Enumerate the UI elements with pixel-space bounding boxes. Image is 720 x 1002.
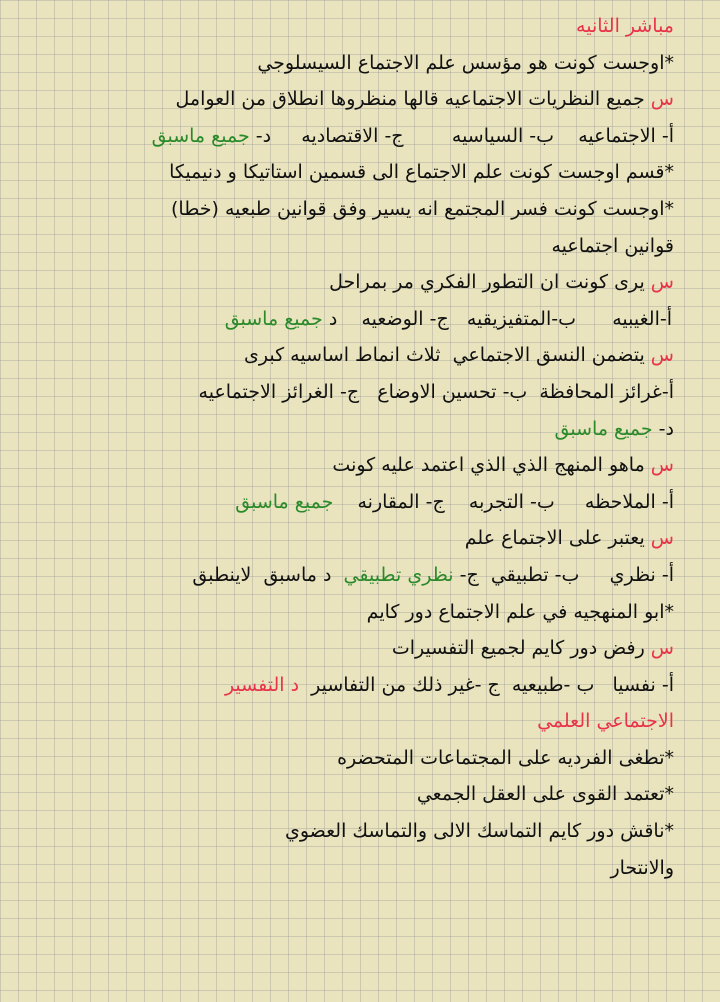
options-text: أ- نظري ب- تطبيقي ج- xyxy=(453,563,674,586)
answer-options xyxy=(20,411,674,448)
note-heading xyxy=(20,8,674,45)
note-line xyxy=(20,850,674,887)
note-line xyxy=(20,154,674,191)
note-text: *تطغى الفرديه على المجتماعات المتحضره xyxy=(337,746,674,769)
options-text: د ماسبق لاينطبق xyxy=(192,563,344,586)
correct-answer: جميع ماسبق xyxy=(224,307,323,330)
question-line xyxy=(20,630,674,667)
note-line xyxy=(20,740,674,777)
note-line xyxy=(20,776,674,813)
options-text: أ-الغيبيه ب-المتفيزيقيه ج- الوضعيه د xyxy=(322,307,672,330)
note-text: *ابو المنهجيه في علم الاجتماع دور كايم xyxy=(366,600,674,623)
question-line xyxy=(20,447,674,484)
note-text: *اوجست كونت هو مؤسس علم الاجتماع السيسلوجي xyxy=(257,51,674,74)
note-line xyxy=(20,45,674,82)
question-line xyxy=(20,264,674,301)
correct-answer: د التفسير xyxy=(224,673,300,696)
answer-options xyxy=(20,484,674,521)
note-text: والانتحار xyxy=(610,856,674,879)
question-marker: س xyxy=(650,344,674,367)
question-marker: س xyxy=(650,527,674,550)
question-line xyxy=(20,520,674,557)
options-text: د- xyxy=(652,417,674,440)
note-text: *ناقش دور كايم التماسك الالى والتماسك العضوي xyxy=(284,820,674,843)
question-marker: س xyxy=(650,88,674,111)
note-text: *تعتمد القوى على العقل الجمعي xyxy=(416,783,674,806)
question-text: ماهو المنهج الذي الذي اعتمد عليه كونت xyxy=(332,454,651,477)
options-text: أ-غرائز المحافظة ب- تحسين الاوضاع ج- الغرائز الاجتماعيه xyxy=(198,380,674,403)
correct-answer: جميع ماسبق xyxy=(151,124,250,147)
note-text: *قسم اوجست كونت علم الاجتماع الى قسمين استاتيكا و دنيميكا xyxy=(169,161,674,184)
heading-text: مباشر الثانيه xyxy=(576,15,674,37)
question-text: جميع النظريات الاجتماعيه قالها منظروها انطلاق من العوامل xyxy=(175,88,651,111)
answer-options xyxy=(20,374,674,411)
answer-options xyxy=(20,301,674,338)
correct-answer: الاجتماعي العلمي xyxy=(537,710,674,733)
question-text: يعتبر على الاجتماع علم xyxy=(464,527,651,550)
options-text: أ- الملاحظه ب- التجربه ج- المقارنه xyxy=(333,490,674,513)
question-text: يتضمن النسق الاجتماعي ثلاث انماط اساسيه كبرى xyxy=(244,344,651,367)
note-line xyxy=(20,813,674,850)
note-text: قوانين اجتماعيه xyxy=(551,234,674,257)
question-marker: س xyxy=(650,271,674,294)
correct-answer: نظري تطبيقي xyxy=(343,563,454,586)
answer-options xyxy=(20,118,674,155)
options-text: أ- الاجتماعيه ب- السياسيه ج- الاقتصاديه د- xyxy=(249,124,674,147)
options-text: أ- نفسيا ب -طبيعيه ج -غير ذلك من التفاسير xyxy=(299,673,674,696)
note-line xyxy=(20,228,674,265)
question-text: رفض دور كايم لجميع التفسيرات xyxy=(391,637,651,660)
answer-options xyxy=(20,557,674,594)
question-text: يرى كونت ان التطور الفكري مر بمراحل xyxy=(329,271,651,294)
question-line xyxy=(20,337,674,374)
note-text: *اوجست كونت فسر المجتمع انه يسير وفق قوانين طبعيه (خطا) xyxy=(171,197,674,220)
correct-answer: جميع ماسبق xyxy=(554,417,653,440)
note-line xyxy=(20,594,674,631)
correct-answer: جميع ماسبق xyxy=(235,490,334,513)
question-marker: س xyxy=(650,637,674,660)
question-line xyxy=(20,81,674,118)
answer-continuation xyxy=(20,703,674,740)
answer-options xyxy=(20,667,674,704)
question-marker: س xyxy=(650,454,674,477)
note-line xyxy=(20,191,674,228)
